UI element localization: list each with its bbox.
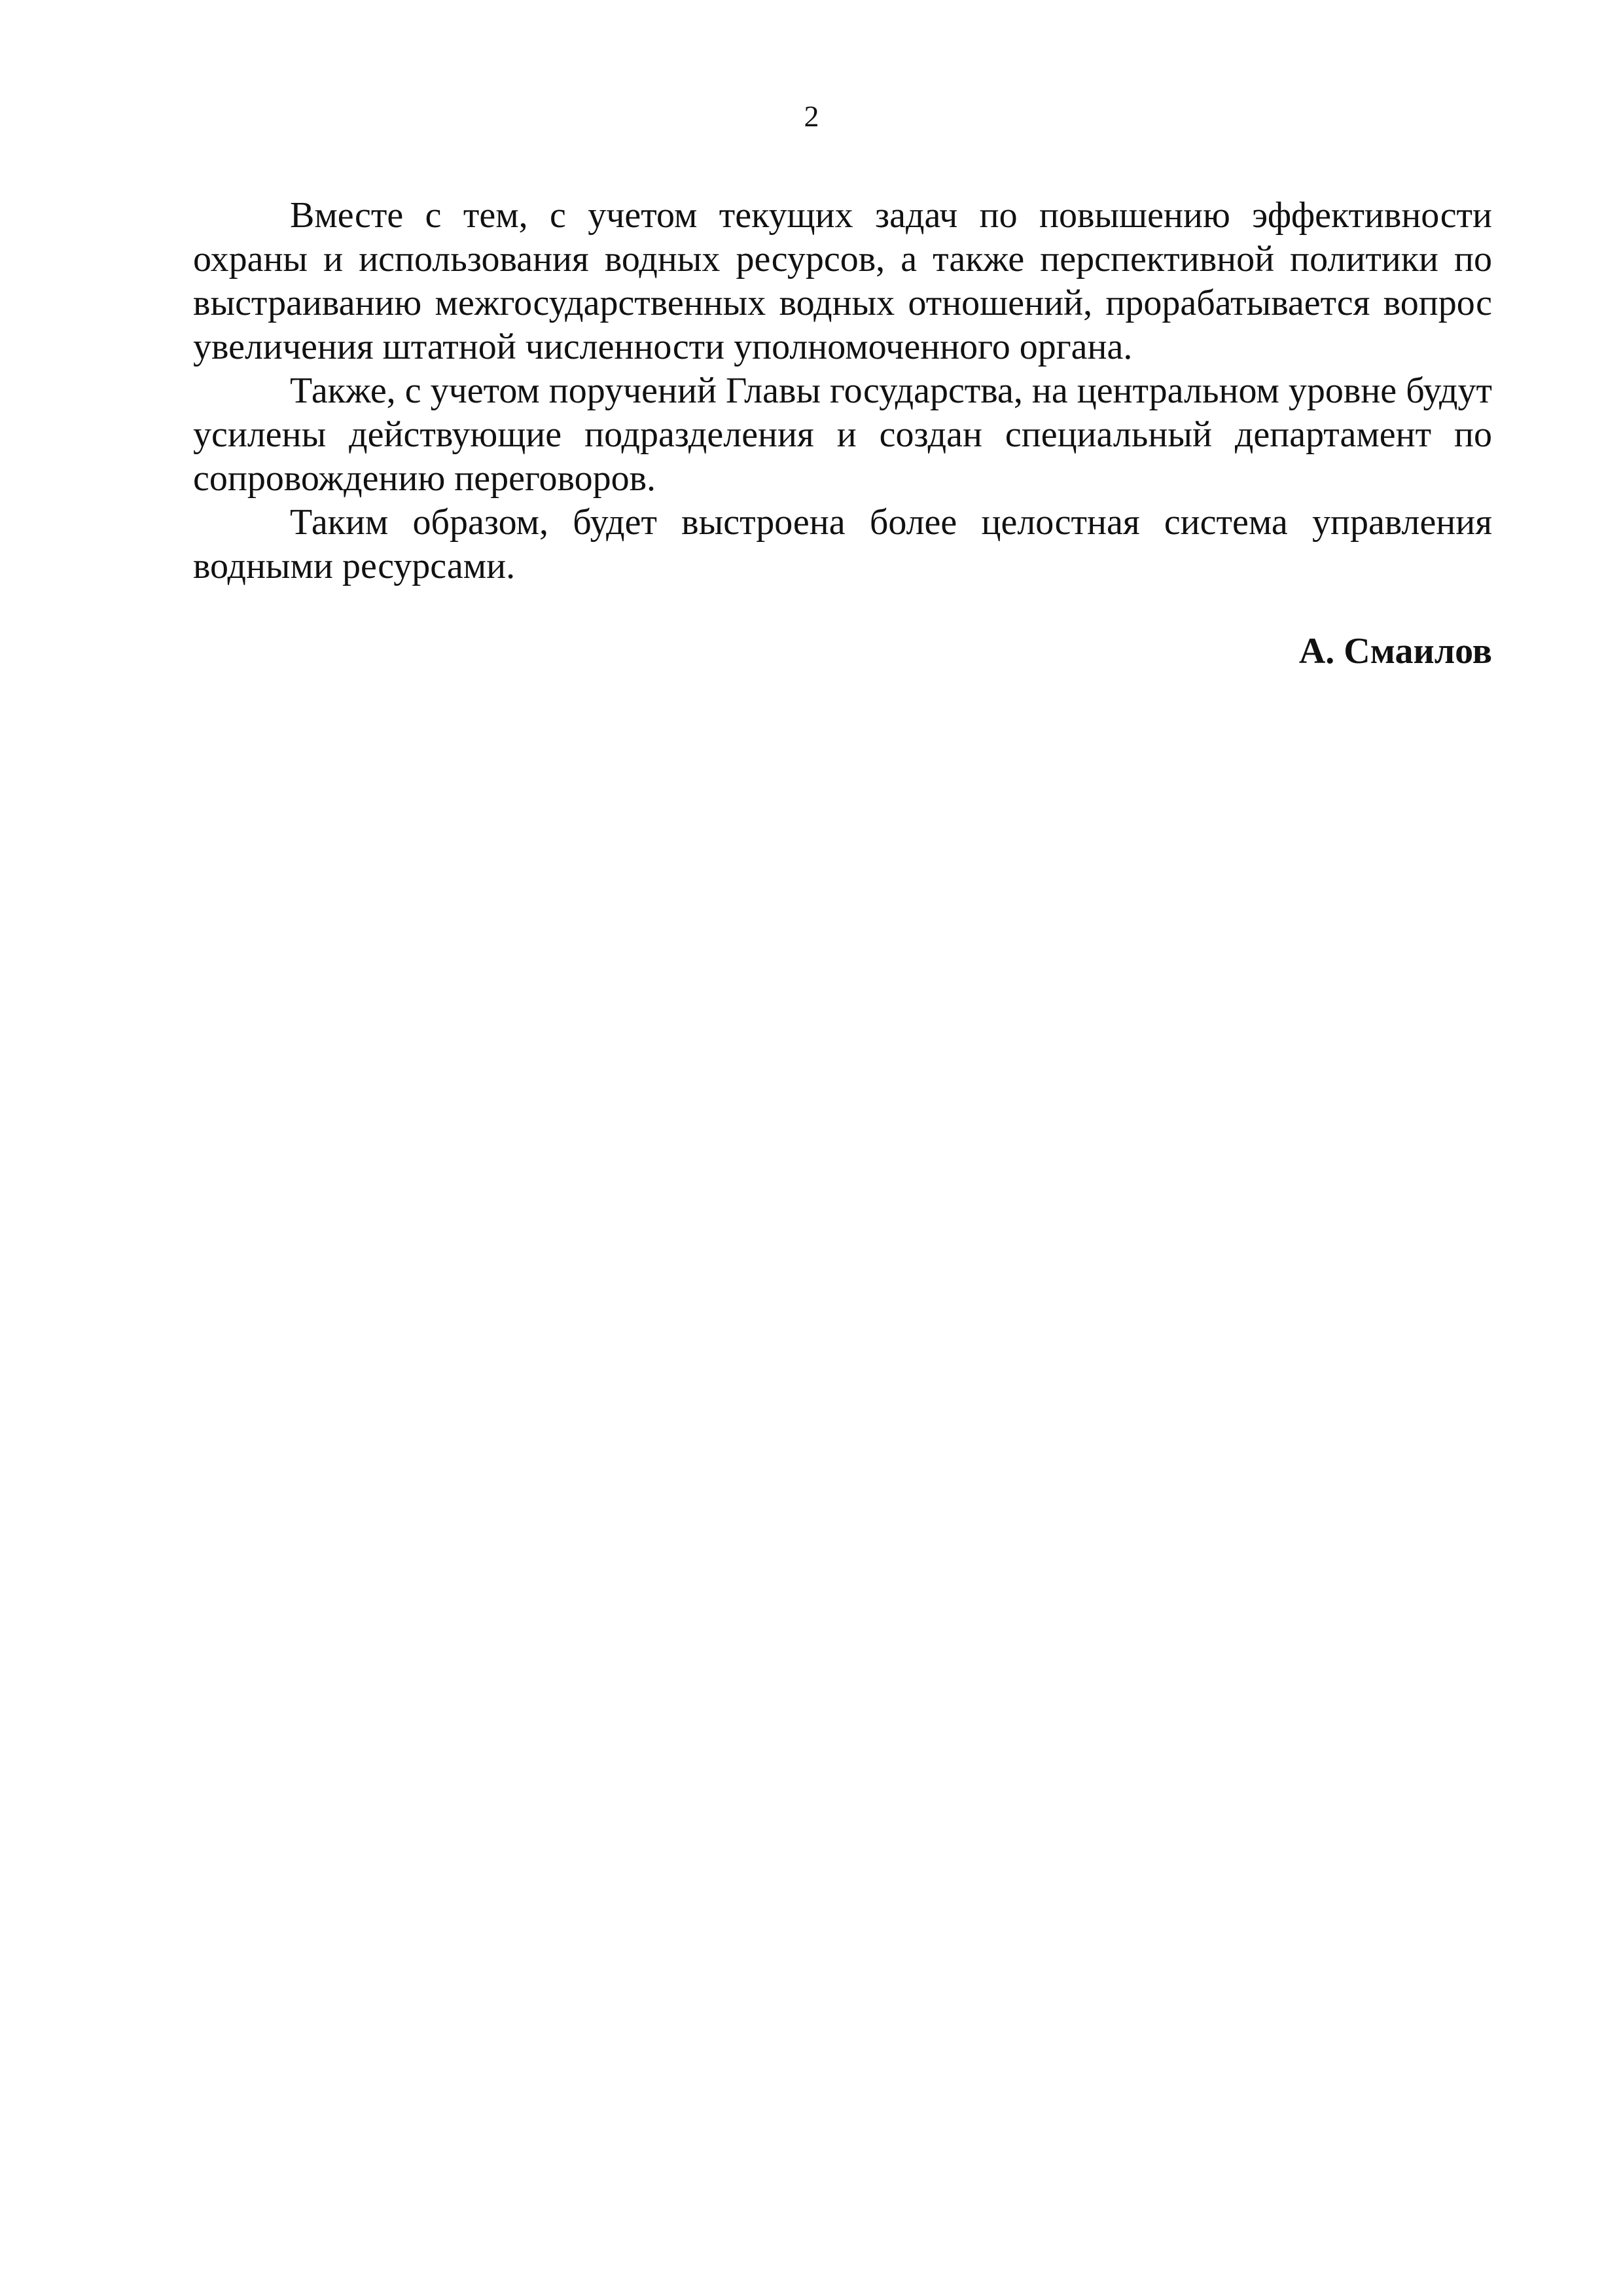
page-number: 2	[804, 99, 819, 133]
paragraph-staffing: Вместе с тем, с учетом текущих задач по повышению эффективности охраны и использования водных ресурсов, а также перспективной политики по выстраиванию межгосударственных водных отношений, прорабатывается вопрос увеличения штатной численности уполномоченного органа.	[193, 195, 1492, 367]
document-body	[193, 194, 1492, 588]
paragraph-departments: Также, с учетом поручений Главы государства, на центральном уровне будут усилены действующие подразделения и создан специальный департамент по сопровождению переговоров.	[193, 370, 1492, 499]
signature: А. Смаилов	[1298, 631, 1492, 672]
paragraph-conclusion: Таким образом, будет выстроена более целостная система управления водными ресурсами.	[193, 502, 1492, 586]
